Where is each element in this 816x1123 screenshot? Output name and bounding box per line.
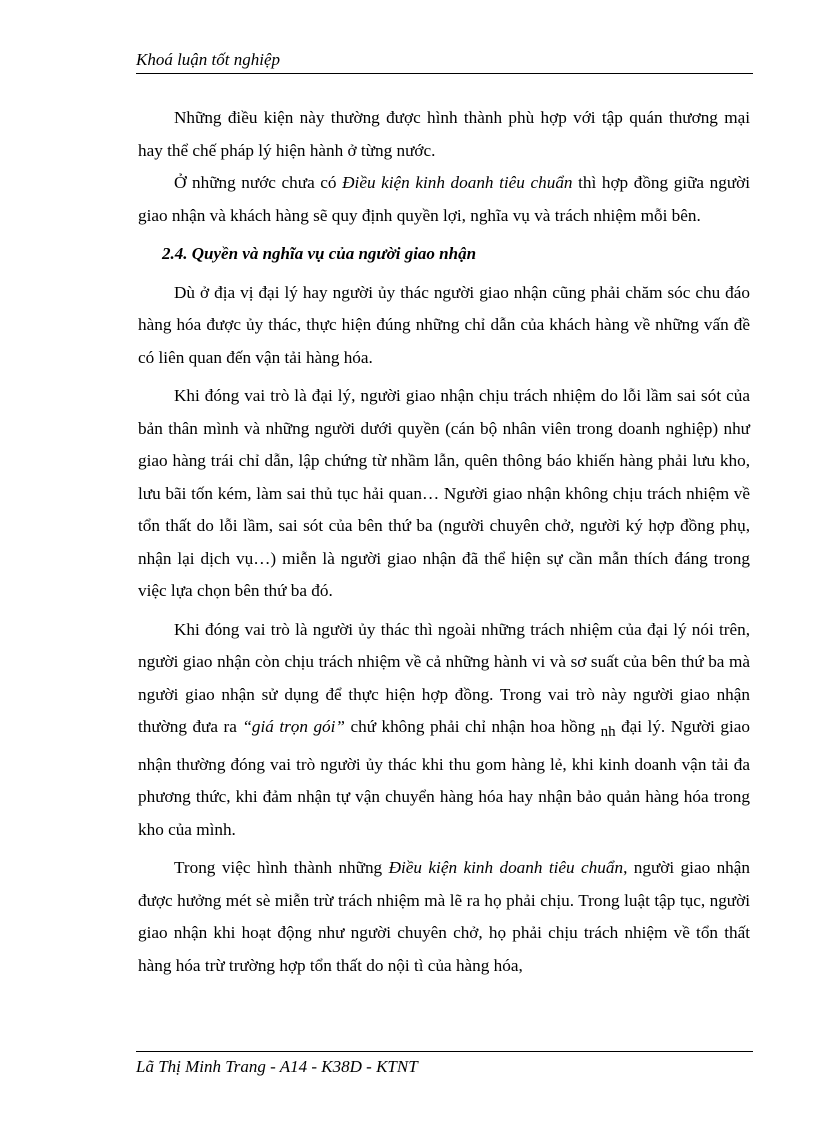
p5-italic-term: “giá trọn gói”	[242, 717, 345, 736]
paragraph-2	[138, 167, 750, 232]
section-heading: 2.4. Quyền và nghĩa vụ của người giao nhận	[162, 244, 477, 263]
paragraph-4: Khi đóng vai trò là đại lý, người giao nhận chịu trách nhiệm do lỗi lầm sai sót của bản thân mình và những người dưới quyền (cán bộ nhân viên trong doanh nghiệp) như giao hàng trái chỉ dẫn, lập chứng từ nhầm lẫn, quên thông báo khiến hàng phải lưu kho, lưu bãi tốn kém, làm sai thủ tục hải quan… Người giao nhận không chịu trách nhiệm về tổn thất do lỗi lầm, sai sót của bên thứ ba (người chuyên chở, người ký hợp đồng phụ, nhận lại dịch vụ…) miễn là người giao nhận đã thể hiện sự cần mẫn thích đáng trong việc lựa chọn bên thứ ba đó.	[138, 386, 750, 600]
paragraph-6	[138, 852, 750, 982]
p5-text-a: Khi đóng vai trò là người ủy thác thì ngoài những trách nhiệm của đại lý nói trên, người giao nhận còn chịu trách nhiệm về cả những hành vi và sơ suất của bên thứ ba mà người giao nhận sử dụng để thực hiện hợp đồng. Trong vai trò này người giao nhận thường đưa ra	[138, 619, 750, 736]
p6-italic-term: Điều kiện kinh doanh tiêu chuẩn	[388, 858, 624, 877]
p6-text-a: Trong việc hình thành những	[174, 858, 389, 877]
footer-rule	[136, 1051, 753, 1052]
p6-text-b: , người giao nhận được hưởng mét sè miễn trừ trách nhiệm mà lẽ ra họ phải chịu. Trong luật tập tục, người giao nhận khi hoạt động như người chuyên chở, họ phải chịu trách nhiệm về tổn thất hàng hóa trừ trường hợp tổn thất do nội tì của hàng hóa,	[138, 858, 750, 975]
p2-italic-term: Điều kiện kinh doanh tiêu chuẩn	[342, 173, 573, 192]
p5-text-b: chứ không phải chỉ nhận hoa hồng	[344, 717, 601, 736]
paragraph-5	[138, 614, 750, 847]
p5-text-c: đại lý. Người giao nhận thường đóng vai trò người ủy thác khi thu gom hàng lẻ, khi kinh doanh vận tải đa phương thức, khi đảm nhận tự vận chuyển hàng hóa hay nhận bảo quản hàng hóa trong kho của mình.	[138, 717, 750, 839]
p2-text-a: Ở những nước chưa có	[174, 173, 343, 192]
p5-stray-text: nh	[600, 724, 616, 740]
paragraph-3: Dù ở địa vị đại lý hay người ủy thác người giao nhận cũng phải chăm sóc chu đáo hàng hóa được ủy thác, thực hiện đúng những chỉ dẫn của khách hàng về những vấn đề có liên quan đến vận tải hàng hóa.	[138, 282, 750, 367]
document-body	[138, 102, 750, 982]
header-rule	[136, 73, 753, 74]
paragraph-1: Những điều kiện này thường được hình thành phù hợp với tập quán thương mại hay thể chế pháp lý hiện hành ở từng nước.	[138, 108, 750, 160]
page-header: Khoá luận tốt nghiệp	[136, 50, 281, 69]
page-footer: Lã Thị Minh Trang - A14 - K38D - KTNT	[136, 1057, 418, 1076]
p2-text-b: thì hợp đồng giữa người giao nhận và khách hàng sẽ quy định quyền lợi, nghĩa vụ và trách nhiệm mỗi bên.	[138, 173, 750, 225]
